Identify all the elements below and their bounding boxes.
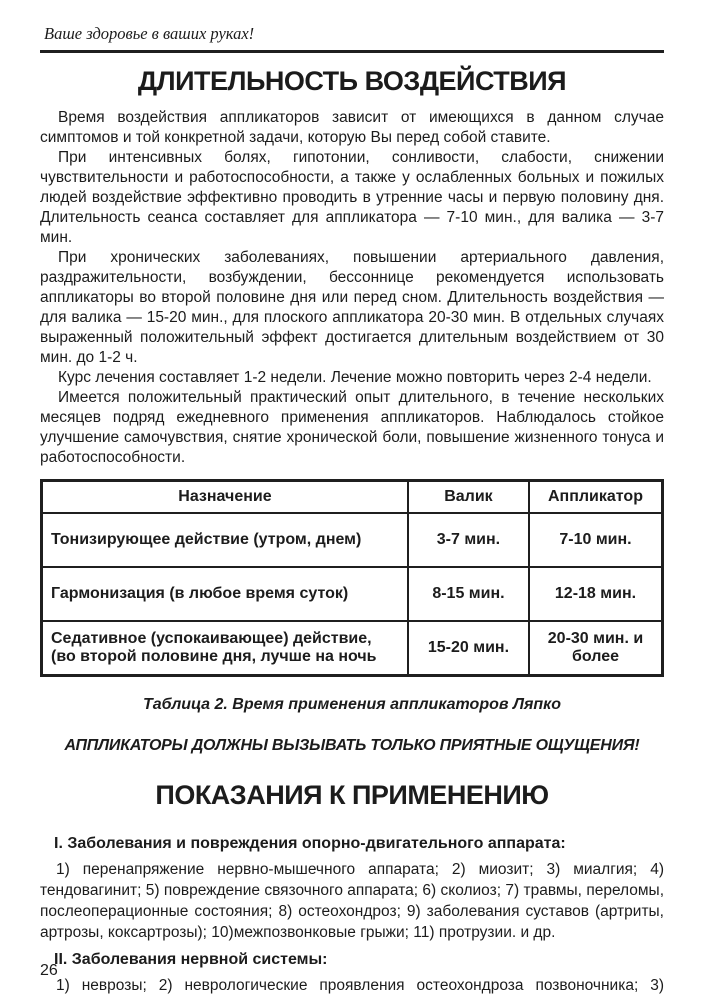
notice-statement: АППЛИКАТОРЫ ДОЛЖНЫ ВЫЗЫВАТЬ ТОЛЬКО ПРИЯТНЫЕ ОЩУЩЕНИЯ! bbox=[64, 737, 640, 754]
paragraph: Имеется положительный практический опыт длительного, в течение нескольких месяцев подряд ежедневного применения аппликаторов. Наблюдалось стойкое улучшение самочувствия, снятие хронической боли, повышение жизненного тонуса и работоспособности. bbox=[40, 389, 664, 466]
table-row bbox=[42, 513, 663, 567]
cell-purpose: Седативное (успокаивающее) действие, (во второй половине дня, лучше на ночь bbox=[42, 621, 408, 676]
indication-heading: II. Заболевания нервной системы: bbox=[54, 951, 328, 968]
page-number: 26 bbox=[40, 962, 58, 979]
article-body bbox=[40, 108, 664, 468]
paragraph: Курс лечения составляет 1-2 недели. Лечение можно повторить через 2-4 недели. bbox=[58, 369, 652, 386]
table-header-roller: Валик bbox=[408, 481, 529, 514]
table-header-row bbox=[42, 481, 663, 514]
cell-purpose: Тонизирующее действие (утром, днем) bbox=[42, 513, 408, 567]
indication-text: 1) перенапряжение нервно-мышечного аппарата; 2) миозит; 3) миалгия; 4) тендовагинит; 5) повреждение связочного аппарата; 6) сколиоз; 7) травмы, переломы, послеоперационные состояния; 8) остеохондроз; 9) заболевания суставов (артриты, артрозы, коксартрозы); 10)межпозвонковые грыжи; 11) протрузии. и др. bbox=[40, 861, 664, 941]
cell-applicator-time: 20-30 мин. и более bbox=[529, 621, 663, 676]
cell-applicator-time: 12-18 мин. bbox=[529, 567, 663, 621]
table-header-applicator: Аппликатор bbox=[529, 481, 663, 514]
indication-heading: I. Заболевания и повреждения опорно-двигательного аппарата: bbox=[54, 835, 566, 852]
section-title-indications: ПОКАЗАНИЯ К ПРИМЕНЕНИЮ bbox=[155, 780, 549, 810]
cell-roller-time: 8-15 мин. bbox=[408, 567, 529, 621]
cell-roller-time: 15-20 мин. bbox=[408, 621, 529, 676]
cell-purpose: Гармонизация (в любое время суток) bbox=[42, 567, 408, 621]
running-header: Ваше здоровье в ваших руках! bbox=[44, 24, 255, 43]
indication-text: 1) неврозы; 2) неврологические проявления остеохондроза позвоночника; 3) bbox=[56, 977, 664, 994]
cell-applicator-time: 7-10 мин. bbox=[529, 513, 663, 567]
paragraph: При интенсивных болях, гипотонии, сонливости, слабости, снижении чувствительности и работоспособности, а также у ослабленных больных и пожилых людей воздействие эффективно проводить в утренние часы и первую половину дня. Длительность сеанса составляет для аппликатора — 7-10 мин., для валика — 3-7 мин. bbox=[40, 149, 664, 246]
paragraph: При хронических заболеваниях, повышении артериального давления, раздражительности, возбуждении, бессоннице рекомендуется использовать аппликаторы во второй половине дня или перед сном. Длительность воздействия — для валика — 15-20 мин., для плоского аппликатора 20-30 мин. В отдельных случаях выраженный положительный эффект достигается длительным воздействием от 30 мин. до 1-2 ч. bbox=[40, 249, 664, 366]
paragraph: Время воздействия аппликаторов зависит от имеющихся в данном случае симптомов и той конкретной задачи, которую Вы перед собой ставите. bbox=[40, 109, 664, 146]
application-time-table bbox=[40, 479, 664, 677]
table-caption: Таблица 2. Время применения аппликаторов Ляпко bbox=[142, 696, 562, 713]
table-header-purpose: Назначение bbox=[42, 481, 408, 514]
table-row bbox=[42, 621, 663, 676]
header-rule bbox=[40, 50, 664, 53]
page-title: ДЛИТЕЛЬНОСТЬ ВОЗДЕЙСТВИЯ bbox=[137, 66, 567, 96]
indications-section bbox=[40, 835, 664, 996]
table-row bbox=[42, 567, 663, 621]
cell-roller-time: 3-7 мин. bbox=[408, 513, 529, 567]
